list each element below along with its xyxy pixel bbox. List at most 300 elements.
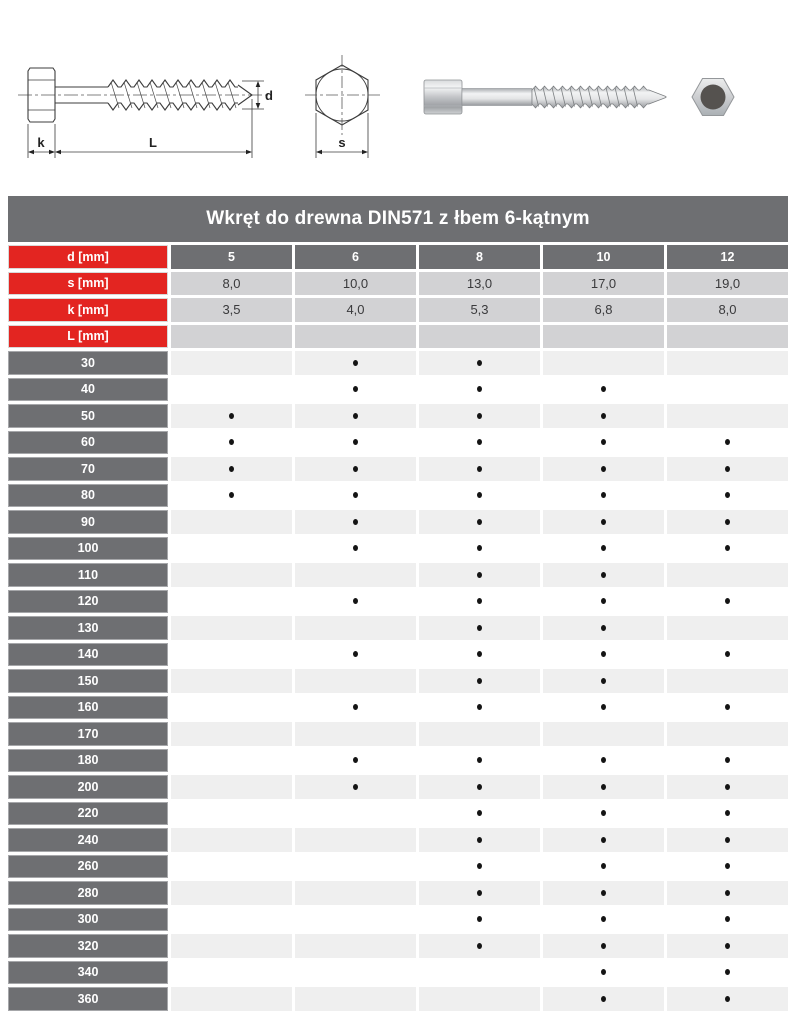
availability-cell bbox=[543, 722, 664, 746]
availability-dot bbox=[353, 413, 358, 419]
availability-cell bbox=[171, 537, 292, 561]
availability-cell bbox=[171, 961, 292, 985]
screw-side-drawing bbox=[18, 68, 268, 122]
availability-cell bbox=[667, 855, 788, 879]
dim-label-d: d bbox=[265, 88, 273, 103]
length-row bbox=[8, 961, 788, 985]
availability-cell bbox=[667, 484, 788, 508]
length-row bbox=[8, 802, 788, 826]
arrow-down-icon bbox=[256, 103, 261, 109]
availability-cell bbox=[419, 908, 540, 932]
spec-table bbox=[8, 196, 788, 1011]
length-label: 340 bbox=[8, 961, 168, 985]
spec-row bbox=[8, 245, 788, 269]
dimension-annotations bbox=[28, 81, 273, 158]
availability-dot bbox=[601, 519, 606, 525]
availability-dot bbox=[601, 757, 606, 763]
availability-cell bbox=[419, 643, 540, 667]
availability-cell bbox=[667, 934, 788, 958]
availability-dot bbox=[477, 466, 482, 472]
length-label: 140 bbox=[8, 643, 168, 667]
availability-cell bbox=[419, 775, 540, 799]
availability-cell bbox=[543, 431, 664, 455]
availability-cell bbox=[171, 643, 292, 667]
availability-cell bbox=[543, 378, 664, 402]
length-row bbox=[8, 510, 788, 534]
availability-dot bbox=[725, 969, 730, 975]
availability-cell bbox=[667, 908, 788, 932]
availability-dot bbox=[725, 492, 730, 498]
length-row bbox=[8, 934, 788, 958]
availability-cell bbox=[295, 881, 416, 905]
length-label: 240 bbox=[8, 828, 168, 852]
availability-dot bbox=[477, 784, 482, 790]
dim-label-s: s bbox=[338, 135, 346, 150]
availability-cell bbox=[419, 378, 540, 402]
availability-cell bbox=[667, 563, 788, 587]
availability-cell bbox=[667, 378, 788, 402]
length-row bbox=[8, 431, 788, 455]
length-row bbox=[8, 987, 788, 1011]
length-label: 180 bbox=[8, 749, 168, 773]
diameter-header-cell: 10 bbox=[543, 245, 664, 269]
availability-dot bbox=[601, 598, 606, 604]
photo-hex-head-side bbox=[424, 80, 462, 114]
availability-cell bbox=[171, 563, 292, 587]
availability-dot bbox=[353, 360, 358, 366]
availability-cell bbox=[295, 828, 416, 852]
availability-cell bbox=[543, 855, 664, 879]
length-label: 170 bbox=[8, 722, 168, 746]
availability-dot bbox=[725, 890, 730, 896]
availability-cell bbox=[419, 696, 540, 720]
length-row bbox=[8, 484, 788, 508]
availability-cell bbox=[543, 537, 664, 561]
availability-cell bbox=[419, 961, 540, 985]
availability-cell bbox=[171, 696, 292, 720]
length-label: 280 bbox=[8, 881, 168, 905]
length-row bbox=[8, 537, 788, 561]
availability-dot bbox=[601, 572, 606, 578]
availability-cell bbox=[171, 431, 292, 455]
availability-dot bbox=[477, 863, 482, 869]
availability-cell bbox=[295, 378, 416, 402]
availability-dot bbox=[477, 625, 482, 631]
table-title: Wkręt do drewna DIN571 z łbem 6-kątnym bbox=[8, 196, 788, 242]
availability-cell bbox=[295, 616, 416, 640]
availability-cell bbox=[543, 510, 664, 534]
length-row bbox=[8, 881, 788, 905]
availability-dot bbox=[725, 996, 730, 1002]
availability-dot bbox=[353, 439, 358, 445]
availability-cell bbox=[667, 351, 788, 375]
spec-value-cell: 8,0 bbox=[667, 298, 788, 322]
diameter-header-cell: 5 bbox=[171, 245, 292, 269]
availability-dot bbox=[725, 519, 730, 525]
spec-row-label: k [mm] bbox=[8, 298, 168, 322]
drawings-panel bbox=[0, 0, 796, 192]
availability-cell bbox=[419, 616, 540, 640]
length-row bbox=[8, 590, 788, 614]
availability-dot bbox=[601, 545, 606, 551]
availability-dot bbox=[353, 651, 358, 657]
spec-value-cell: 3,5 bbox=[171, 298, 292, 322]
availability-dot bbox=[353, 784, 358, 790]
spec-row-label: L [mm] bbox=[8, 325, 168, 349]
spec-value-cell: 6,8 bbox=[543, 298, 664, 322]
availability-dot bbox=[353, 386, 358, 392]
availability-cell bbox=[295, 643, 416, 667]
availability-cell bbox=[295, 431, 416, 455]
thread-top-profile bbox=[108, 80, 238, 87]
availability-cell bbox=[171, 934, 292, 958]
dim-label-L: L bbox=[149, 135, 157, 150]
length-label: 260 bbox=[8, 855, 168, 879]
availability-cell bbox=[419, 881, 540, 905]
length-row bbox=[8, 351, 788, 375]
length-label: 40 bbox=[8, 378, 168, 402]
availability-dot bbox=[229, 439, 234, 445]
availability-cell bbox=[667, 431, 788, 455]
availability-cell bbox=[667, 696, 788, 720]
availability-dot bbox=[477, 757, 482, 763]
arrow-left-icon bbox=[55, 150, 61, 155]
screw-photo bbox=[424, 80, 666, 114]
arrow-up-icon bbox=[256, 81, 261, 87]
length-row bbox=[8, 457, 788, 481]
availability-cell bbox=[295, 749, 416, 773]
availability-cell bbox=[295, 669, 416, 693]
length-label: 320 bbox=[8, 934, 168, 958]
availability-cell bbox=[295, 590, 416, 614]
availability-cell bbox=[295, 696, 416, 720]
arrow-left-icon bbox=[28, 150, 34, 155]
length-label: 110 bbox=[8, 563, 168, 587]
spec-value-cell bbox=[419, 325, 540, 349]
length-label: 70 bbox=[8, 457, 168, 481]
availability-cell bbox=[171, 987, 292, 1011]
length-label: 50 bbox=[8, 404, 168, 428]
availability-cell bbox=[171, 908, 292, 932]
availability-cell bbox=[667, 802, 788, 826]
length-row bbox=[8, 722, 788, 746]
photo-head-center bbox=[701, 85, 726, 110]
spec-value-cell: 5,3 bbox=[419, 298, 540, 322]
availability-cell bbox=[667, 616, 788, 640]
availability-dot bbox=[229, 492, 234, 498]
availability-dot bbox=[477, 678, 482, 684]
spec-value-cell bbox=[295, 325, 416, 349]
spec-value-cell: 8,0 bbox=[171, 272, 292, 296]
availability-cell bbox=[419, 431, 540, 455]
availability-dot bbox=[725, 916, 730, 922]
availability-dot bbox=[725, 439, 730, 445]
photo-shank bbox=[462, 89, 532, 106]
availability-dot bbox=[477, 837, 482, 843]
availability-cell bbox=[543, 404, 664, 428]
length-row bbox=[8, 669, 788, 693]
diameter-header-cell: 12 bbox=[667, 245, 788, 269]
availability-dot bbox=[477, 572, 482, 578]
availability-cell bbox=[295, 934, 416, 958]
length-row bbox=[8, 404, 788, 428]
availability-cell bbox=[419, 563, 540, 587]
availability-dot bbox=[725, 784, 730, 790]
availability-cell bbox=[295, 457, 416, 481]
dim-label-k: k bbox=[37, 135, 45, 150]
availability-dot bbox=[477, 413, 482, 419]
length-row bbox=[8, 696, 788, 720]
availability-cell bbox=[171, 855, 292, 879]
length-label: 300 bbox=[8, 908, 168, 932]
availability-cell bbox=[295, 510, 416, 534]
availability-dot bbox=[725, 545, 730, 551]
availability-dot bbox=[601, 492, 606, 498]
availability-cell bbox=[543, 749, 664, 773]
availability-cell bbox=[295, 404, 416, 428]
availability-dot bbox=[477, 890, 482, 896]
spec-row bbox=[8, 298, 788, 322]
availability-dot bbox=[725, 810, 730, 816]
spec-value-cell bbox=[171, 325, 292, 349]
availability-dot bbox=[353, 545, 358, 551]
length-label: 360 bbox=[8, 987, 168, 1011]
availability-dot bbox=[601, 386, 606, 392]
availability-dot bbox=[601, 863, 606, 869]
spec-value-cell: 13,0 bbox=[419, 272, 540, 296]
availability-cell bbox=[667, 537, 788, 561]
availability-cell bbox=[667, 749, 788, 773]
availability-dot bbox=[725, 943, 730, 949]
table-rows bbox=[8, 245, 788, 1011]
availability-cell bbox=[667, 775, 788, 799]
availability-cell bbox=[171, 351, 292, 375]
spec-value-cell: 17,0 bbox=[543, 272, 664, 296]
availability-cell bbox=[419, 802, 540, 826]
availability-cell bbox=[667, 590, 788, 614]
availability-dot bbox=[601, 704, 606, 710]
hex-head-drawing bbox=[305, 55, 380, 158]
availability-dot bbox=[601, 890, 606, 896]
spec-value-cell: 10,0 bbox=[295, 272, 416, 296]
availability-dot bbox=[725, 863, 730, 869]
availability-dot bbox=[477, 598, 482, 604]
availability-dot bbox=[601, 678, 606, 684]
availability-cell bbox=[171, 802, 292, 826]
availability-dot bbox=[601, 651, 606, 657]
availability-dot bbox=[477, 916, 482, 922]
length-label: 200 bbox=[8, 775, 168, 799]
availability-cell bbox=[419, 510, 540, 534]
availability-cell bbox=[295, 987, 416, 1011]
availability-cell bbox=[295, 908, 416, 932]
availability-dot bbox=[601, 439, 606, 445]
length-label: 130 bbox=[8, 616, 168, 640]
availability-dot bbox=[601, 969, 606, 975]
availability-cell bbox=[543, 802, 664, 826]
spec-row bbox=[8, 325, 788, 349]
availability-cell bbox=[543, 908, 664, 932]
availability-dot bbox=[725, 651, 730, 657]
length-row bbox=[8, 563, 788, 587]
availability-cell bbox=[419, 590, 540, 614]
availability-dot bbox=[477, 943, 482, 949]
availability-cell bbox=[667, 881, 788, 905]
availability-dot bbox=[725, 704, 730, 710]
availability-dot bbox=[477, 545, 482, 551]
availability-cell bbox=[295, 563, 416, 587]
spec-row-label: s [mm] bbox=[8, 272, 168, 296]
availability-dot bbox=[601, 413, 606, 419]
availability-dot bbox=[601, 916, 606, 922]
arrow-right-icon bbox=[49, 150, 55, 155]
availability-dot bbox=[725, 598, 730, 604]
availability-cell bbox=[171, 457, 292, 481]
arrow-left-icon bbox=[316, 150, 322, 155]
availability-cell bbox=[295, 351, 416, 375]
availability-dot bbox=[477, 386, 482, 392]
availability-cell bbox=[667, 404, 788, 428]
availability-cell bbox=[667, 722, 788, 746]
availability-cell bbox=[171, 484, 292, 508]
availability-cell bbox=[419, 484, 540, 508]
availability-cell bbox=[171, 775, 292, 799]
availability-dot bbox=[477, 704, 482, 710]
availability-cell bbox=[543, 457, 664, 481]
availability-cell bbox=[419, 351, 540, 375]
availability-cell bbox=[543, 881, 664, 905]
availability-cell bbox=[543, 669, 664, 693]
availability-cell bbox=[171, 510, 292, 534]
length-label: 100 bbox=[8, 537, 168, 561]
availability-cell bbox=[295, 484, 416, 508]
availability-cell bbox=[543, 987, 664, 1011]
availability-cell bbox=[419, 749, 540, 773]
availability-cell bbox=[419, 828, 540, 852]
diameter-header-cell: 6 bbox=[295, 245, 416, 269]
availability-cell bbox=[171, 590, 292, 614]
spec-row bbox=[8, 272, 788, 296]
length-label: 220 bbox=[8, 802, 168, 826]
availability-cell bbox=[667, 510, 788, 534]
availability-cell bbox=[419, 934, 540, 958]
availability-cell bbox=[171, 828, 292, 852]
spec-value-cell: 4,0 bbox=[295, 298, 416, 322]
availability-cell bbox=[171, 749, 292, 773]
availability-cell bbox=[543, 775, 664, 799]
availability-dot bbox=[229, 413, 234, 419]
availability-cell bbox=[295, 722, 416, 746]
length-label: 80 bbox=[8, 484, 168, 508]
availability-dot bbox=[601, 625, 606, 631]
availability-cell bbox=[171, 404, 292, 428]
availability-cell bbox=[419, 987, 540, 1011]
availability-dot bbox=[477, 360, 482, 366]
availability-dot bbox=[601, 810, 606, 816]
availability-dot bbox=[601, 837, 606, 843]
availability-cell bbox=[543, 484, 664, 508]
availability-dot bbox=[477, 492, 482, 498]
availability-cell bbox=[171, 616, 292, 640]
diameter-header-cell: 8 bbox=[419, 245, 540, 269]
spec-row-label: d [mm] bbox=[8, 245, 168, 269]
availability-cell bbox=[667, 987, 788, 1011]
length-row bbox=[8, 643, 788, 667]
availability-dot bbox=[353, 757, 358, 763]
availability-dot bbox=[477, 651, 482, 657]
length-label: 30 bbox=[8, 351, 168, 375]
availability-cell bbox=[171, 722, 292, 746]
length-row bbox=[8, 378, 788, 402]
availability-dot bbox=[477, 519, 482, 525]
availability-dot bbox=[353, 519, 358, 525]
availability-cell bbox=[543, 934, 664, 958]
length-row bbox=[8, 775, 788, 799]
availability-cell bbox=[543, 351, 664, 375]
length-row bbox=[8, 908, 788, 932]
availability-cell bbox=[419, 537, 540, 561]
availability-dot bbox=[725, 466, 730, 472]
arrow-right-icon bbox=[362, 150, 368, 155]
length-label: 160 bbox=[8, 696, 168, 720]
availability-cell bbox=[295, 802, 416, 826]
availability-cell bbox=[295, 961, 416, 985]
availability-cell bbox=[419, 722, 540, 746]
spec-value-cell bbox=[543, 325, 664, 349]
availability-dot bbox=[477, 439, 482, 445]
length-label: 150 bbox=[8, 669, 168, 693]
length-label: 90 bbox=[8, 510, 168, 534]
length-row bbox=[8, 749, 788, 773]
length-row bbox=[8, 855, 788, 879]
length-label: 120 bbox=[8, 590, 168, 614]
availability-cell bbox=[171, 378, 292, 402]
availability-dot bbox=[353, 598, 358, 604]
availability-cell bbox=[543, 563, 664, 587]
availability-cell bbox=[543, 828, 664, 852]
availability-dot bbox=[601, 466, 606, 472]
availability-dot bbox=[601, 943, 606, 949]
availability-cell bbox=[667, 643, 788, 667]
availability-cell bbox=[667, 669, 788, 693]
availability-cell bbox=[543, 616, 664, 640]
length-label: 60 bbox=[8, 431, 168, 455]
availability-dot bbox=[353, 466, 358, 472]
thread-bottom-profile bbox=[108, 103, 238, 110]
availability-cell bbox=[419, 669, 540, 693]
availability-cell bbox=[171, 881, 292, 905]
availability-dot bbox=[229, 466, 234, 472]
availability-cell bbox=[543, 696, 664, 720]
availability-cell bbox=[295, 775, 416, 799]
hex-head-photo bbox=[692, 79, 734, 116]
availability-dot bbox=[725, 837, 730, 843]
availability-cell bbox=[667, 961, 788, 985]
availability-cell bbox=[667, 828, 788, 852]
availability-cell bbox=[419, 855, 540, 879]
availability-cell bbox=[295, 537, 416, 561]
availability-cell bbox=[295, 855, 416, 879]
availability-cell bbox=[171, 669, 292, 693]
availability-dot bbox=[477, 810, 482, 816]
availability-dot bbox=[725, 757, 730, 763]
availability-dot bbox=[601, 784, 606, 790]
availability-cell bbox=[543, 590, 664, 614]
availability-dot bbox=[353, 704, 358, 710]
spec-value-cell: 19,0 bbox=[667, 272, 788, 296]
availability-cell bbox=[419, 457, 540, 481]
length-row bbox=[8, 828, 788, 852]
